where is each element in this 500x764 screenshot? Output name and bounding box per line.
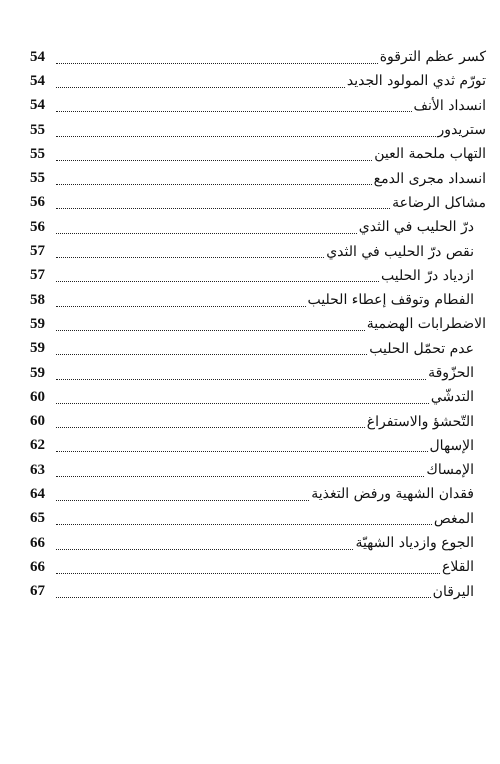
toc-page-number: 65 <box>30 510 45 527</box>
table-of-contents <box>30 45 486 604</box>
dot-leader <box>56 510 432 525</box>
toc-page-number: 55 <box>30 170 45 187</box>
toc-page-number: 59 <box>30 315 45 332</box>
toc-page-number: 60 <box>30 413 45 430</box>
dot-leader <box>56 73 345 88</box>
toc-page-number: 57 <box>30 243 45 260</box>
toc-entry <box>30 434 486 458</box>
toc-entry-title: انسداد مجرى الدمع <box>373 170 486 187</box>
toc-page-number: 66 <box>30 558 45 575</box>
dot-leader <box>56 462 424 477</box>
toc-entry <box>30 239 486 263</box>
toc-entry-title: التدشّي <box>430 389 474 406</box>
toc-page-number: 66 <box>30 534 45 551</box>
toc-entry <box>30 94 486 118</box>
toc-entry <box>30 531 486 555</box>
dot-leader <box>56 583 431 598</box>
dot-leader <box>56 437 428 452</box>
dot-leader <box>56 365 426 380</box>
dot-leader <box>56 97 412 112</box>
toc-entry-title: كسر عظم الترقوة <box>379 49 486 66</box>
toc-page-number: 67 <box>30 583 45 600</box>
dot-leader <box>56 340 367 355</box>
toc-entry <box>30 458 486 482</box>
toc-page-number: 57 <box>30 267 45 284</box>
toc-page-number: 60 <box>30 388 45 405</box>
toc-page-number: 58 <box>30 291 45 308</box>
toc-entry <box>30 69 486 93</box>
toc-entry-title: اليرقان <box>432 583 474 600</box>
toc-entry-title: القلاع <box>442 559 474 576</box>
dot-leader <box>56 486 309 501</box>
toc-entry-title: المغص <box>433 510 474 527</box>
toc-page-number: 55 <box>30 145 45 162</box>
toc-entry <box>30 45 486 69</box>
toc-entry <box>30 361 486 385</box>
toc-entry <box>30 580 486 604</box>
toc-entry <box>30 288 486 312</box>
toc-entry-title: الإسهال <box>429 437 474 454</box>
toc-page-number: 54 <box>30 97 45 114</box>
dot-leader <box>56 535 353 550</box>
toc-entry-title: ازدياد درّ الحليب <box>381 267 474 284</box>
toc-entry <box>30 142 486 166</box>
toc-page-number: 56 <box>30 218 45 235</box>
dot-leader <box>56 292 306 307</box>
toc-entry <box>30 118 486 142</box>
toc-entry-title: الاضطرابات الهضمية <box>366 316 486 333</box>
dot-leader <box>56 389 429 404</box>
toc-entry-title: مشاكل الرضاعة <box>392 194 486 211</box>
toc-entry-title: الإمساك <box>426 462 474 479</box>
dot-leader <box>56 219 357 234</box>
toc-entry-title: الجوع وازدياد الشهيّة <box>355 535 474 552</box>
toc-entry <box>30 385 486 409</box>
toc-page-number: 54 <box>30 72 45 89</box>
toc-entry-title: تورّم ثدي المولود الجديد <box>346 73 486 90</box>
toc-page-number: 54 <box>30 48 45 65</box>
toc-entry-title: عدم تحمّل الحليب <box>369 340 474 357</box>
toc-page-number: 63 <box>30 461 45 478</box>
toc-entry-title: درّ الحليب في الثدي <box>358 219 474 236</box>
dot-leader <box>56 559 440 574</box>
dot-leader <box>56 170 372 185</box>
toc-entry <box>30 191 486 215</box>
toc-entry <box>30 312 486 336</box>
dot-leader <box>56 49 378 64</box>
toc-entry <box>30 507 486 531</box>
toc-page-number: 55 <box>30 121 45 138</box>
dot-leader <box>56 122 436 137</box>
dot-leader <box>56 194 390 209</box>
toc-entry-title: ستريدور <box>437 122 486 139</box>
toc-entry <box>30 264 486 288</box>
toc-entry-title: نقص درّ الحليب في الثدي <box>326 243 474 260</box>
toc-page-number: 64 <box>30 485 45 502</box>
toc-entry-title: انسداد الأنف <box>413 97 486 114</box>
dot-leader <box>56 243 324 258</box>
dot-leader <box>56 267 379 282</box>
toc-page-number: 59 <box>30 364 45 381</box>
toc-entry-title: التّحشؤ والاستفراغ <box>366 413 474 430</box>
dot-leader <box>56 413 365 428</box>
toc-page-number: 59 <box>30 340 45 357</box>
toc-entry <box>30 166 486 190</box>
dot-leader <box>56 316 365 331</box>
toc-entry-title: الفطام وتوقف إعطاء الحليب <box>307 292 474 309</box>
toc-entry <box>30 215 486 239</box>
toc-page-number: 62 <box>30 437 45 454</box>
toc-entry <box>30 482 486 506</box>
toc-entry-title: الحزّوقة <box>428 365 474 381</box>
dot-leader <box>56 146 372 161</box>
toc-entry-title: فقدان الشهية ورفض التغذية <box>311 486 474 503</box>
toc-entry <box>30 555 486 579</box>
toc-entry-title: التهاب ملحمة العين <box>374 146 486 163</box>
toc-page-number: 56 <box>30 194 45 211</box>
toc-entry <box>30 409 486 433</box>
toc-entry <box>30 337 486 361</box>
